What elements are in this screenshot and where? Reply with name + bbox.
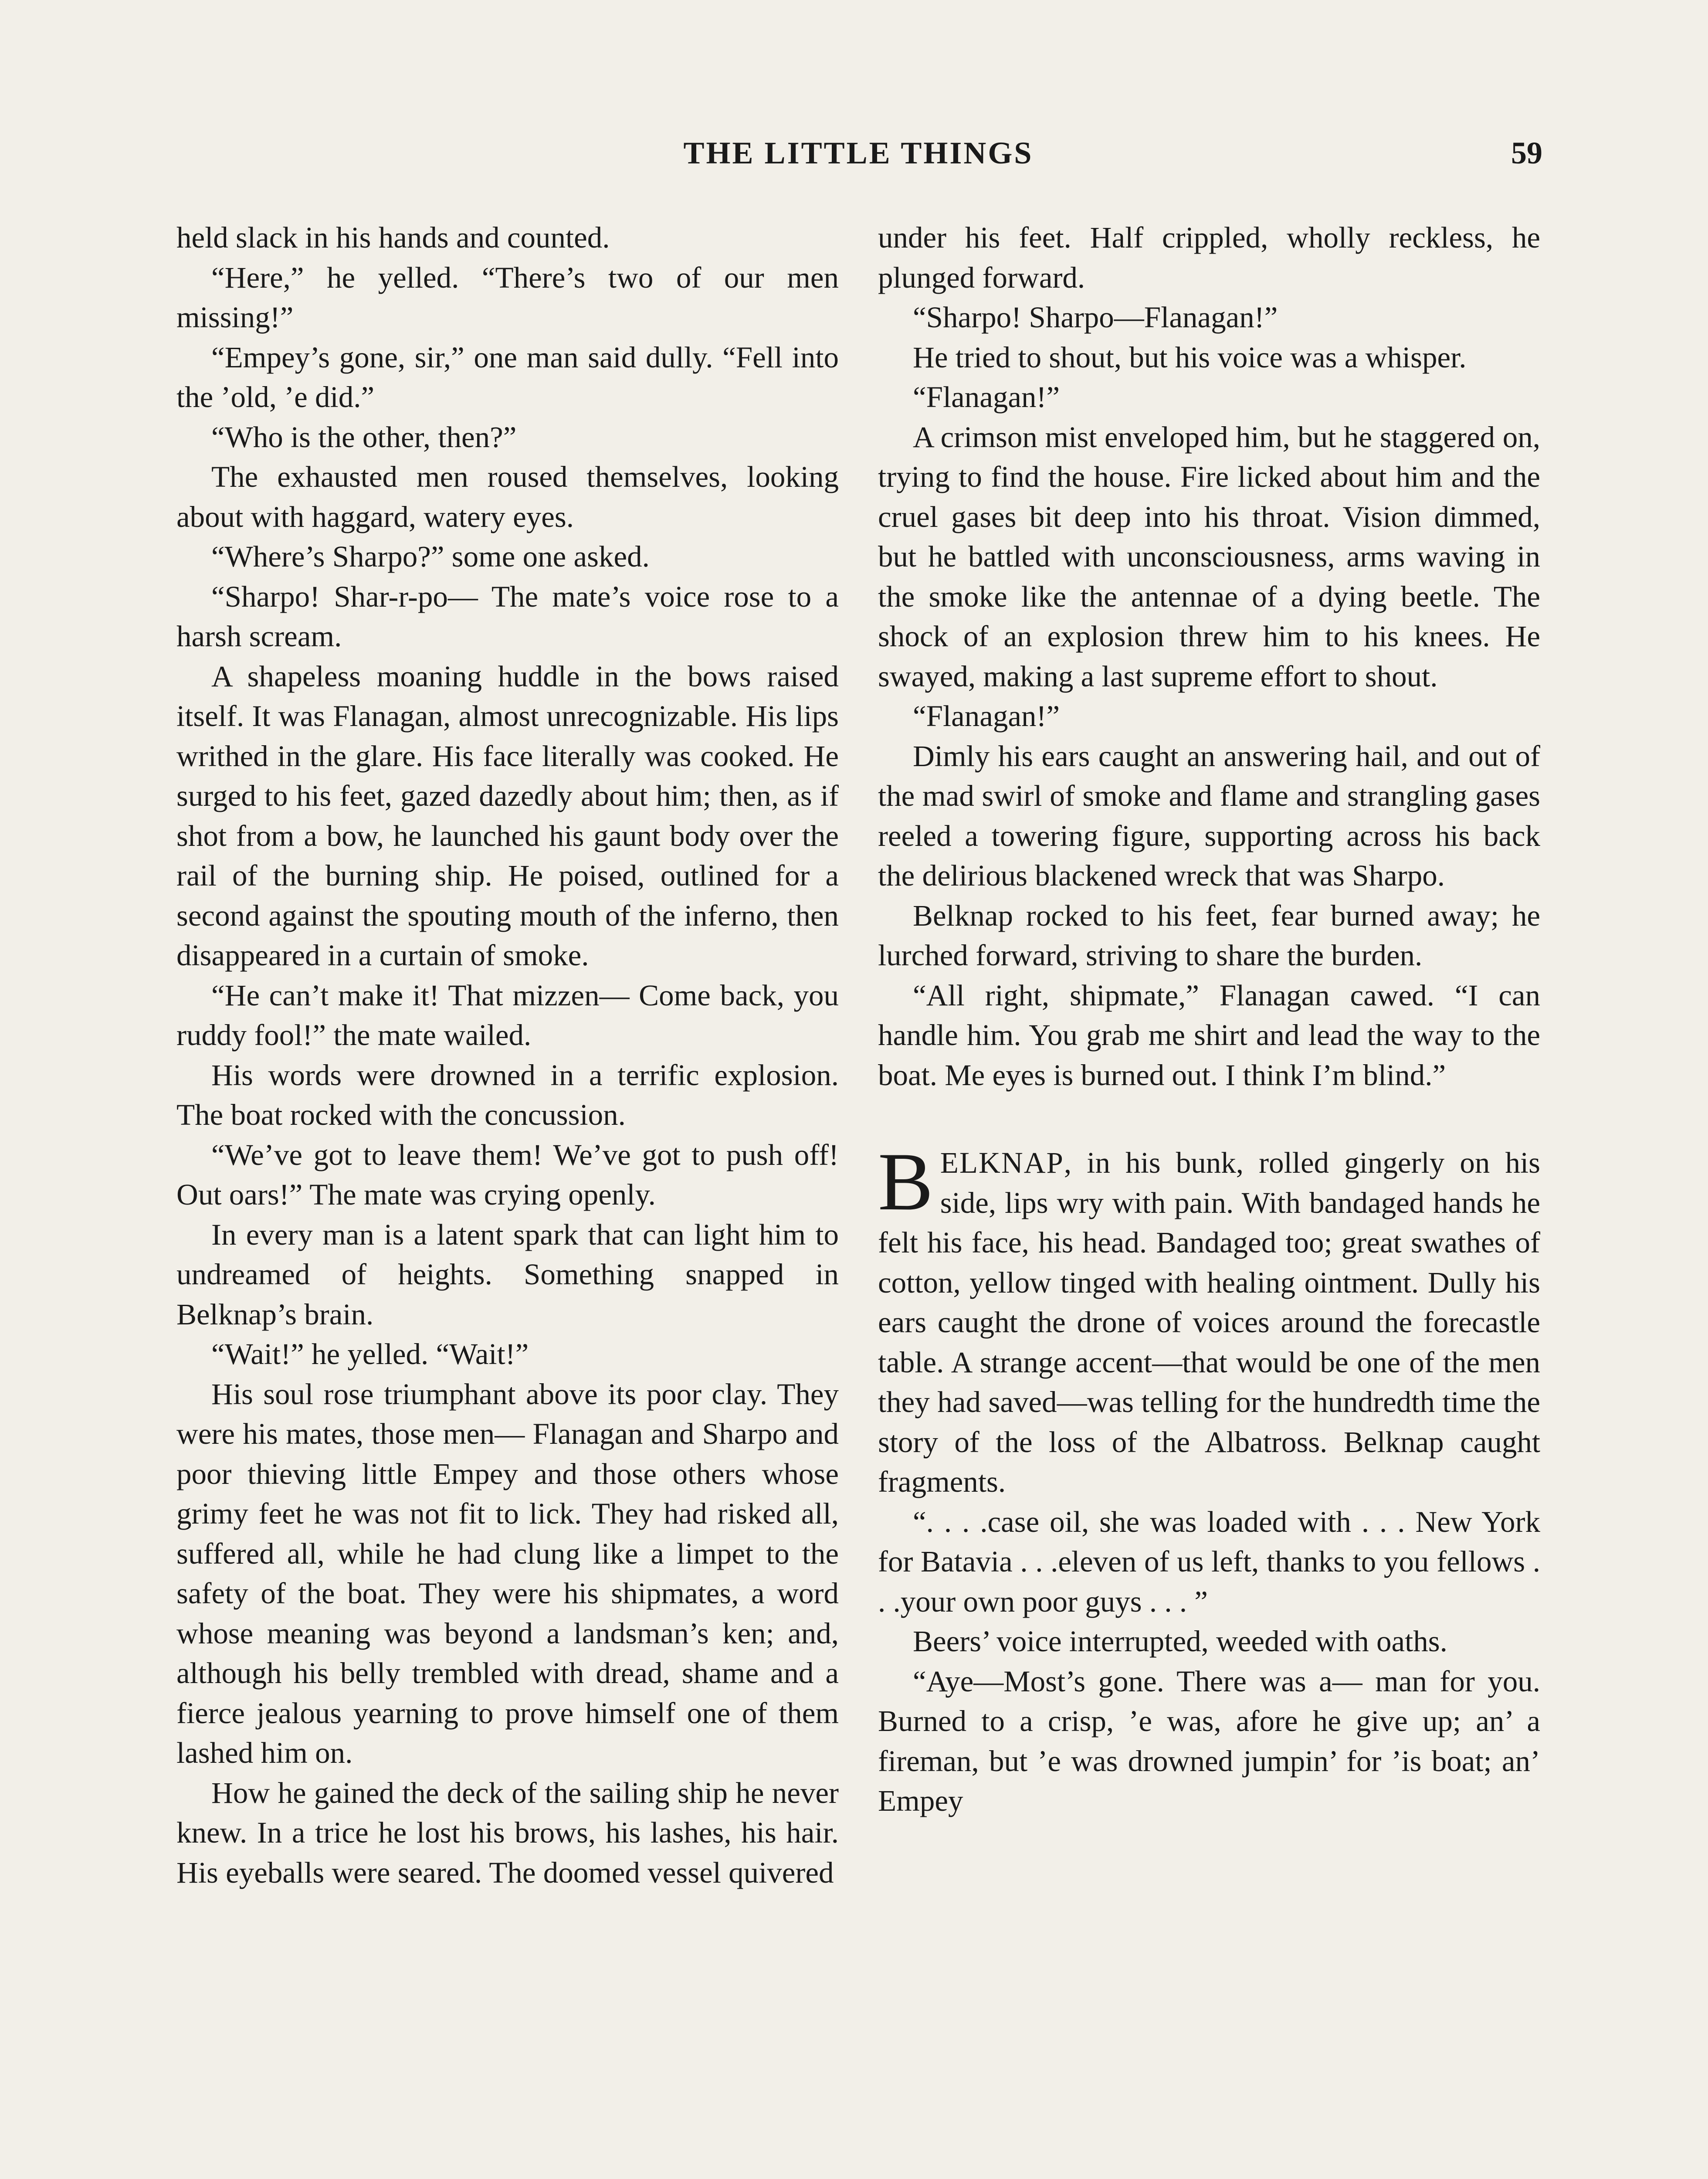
running-title: THE LITTLE THINGS (683, 136, 1034, 170)
paragraph: The exhausted men roused themselves, looking about with haggard, watery eyes. (176, 460, 839, 533)
paragraph: Dimly his ears caught an answering hail, and out of the mad swirl of smoke and flame and strangling gases reeled a towering figure, supporting across his back the delirious blackened wreck that was Sharpo. (878, 739, 1540, 892)
paragraph: His soul rose triumphant above its poor clay. They were his mates, those men— Flanagan and Sharpo and poor thieving little Empey and those others whose grimy feet he was not fit to lick. They had risked all, suffered all, while he had clung like a limpet to the safety of the boat. They were his shipmates, a word whose meaning was beyond a landsman’s ken; and, although his belly trembled with dread, shame and a fierce jealous yearning to prove himself one of them lashed him on. (176, 1377, 839, 1769)
drop-cap: B (878, 1136, 933, 1228)
lead-smallcaps: ELKNAP (940, 1146, 1064, 1179)
paragraph: “Who is the other, then?” (211, 420, 517, 454)
paragraph: “We’ve got to leave them! We’ve got to push off! Out oars!” The mate was crying openly. (176, 1138, 839, 1211)
page-header (174, 131, 1542, 179)
paragraph: “Flanagan!” (913, 699, 1060, 733)
paragraph: “Sharpo! Shar-r-po— The mate’s voice rose to a harsh scream. (176, 580, 839, 653)
paragraph: held slack in his hands and counted. (176, 221, 610, 254)
paragraph: In every man is a latent spark that can light him to undreamed of heights. Something snapped in Belknap’s brain. (176, 1218, 839, 1331)
paragraph: “Empey’s gone, sir,” one man said dully. “Fell into the ’old, ’e did.” (176, 340, 839, 414)
paragraph-text: , in his bunk, rolled gingerly on his side, lips wry with pain. With bandaged hands he felt his face, his head. Bandaged too; great swathes of cotton, yellow tinged with healing ointment. Dully his ears caught the drone of voices around the forecastle table. A strange accent—that would be one of the men they had saved—was telling for the hundredth time the story of the loss of the Albatross. Belknap caught fragments. (878, 1146, 1540, 1498)
section-break (878, 1095, 1540, 1143)
section-opening-paragraph (878, 1136, 1540, 1502)
paragraph: “. . . .case oil, she was loaded with . . . New York for Batavia . . .eleven of us left, thanks to you fellows . . .your own poor guys . . . ” (878, 1505, 1540, 1618)
paragraph: How he gained the deck of the sailing ship he never knew. In a trice he lost his brows, his lashes, his hair. His eyeballs were seared. The doomed vessel quivered (176, 1776, 839, 1889)
right-column (878, 218, 1540, 1821)
left-column (176, 218, 839, 1893)
paragraph: “Where’s Sharpo?” some one asked. (211, 540, 650, 573)
paragraph: “Here,” he yelled. “There’s two of our men missing!” (176, 261, 839, 334)
paragraph: “Sharpo! Sharpo—Flanagan!” (913, 301, 1278, 334)
paragraph: “Aye—Most’s gone. There was a— man for you. Burned to a crisp, ’e was, afore he give up; an’ a fireman, but ’e was drowned jumpin’ for ’is boat; an’ Empey (878, 1664, 1540, 1817)
paragraph: He tried to shout, but his voice was a whisper. (913, 340, 1467, 374)
paragraph: A shapeless moaning huddle in the bows raised itself. It was Flanagan, almost unrecognizable. His lips writhed in the glare. His face literally was cooked. He surged to his feet, gazed dazedly about him; then, as if shot from a bow, he launched his gaunt body over the rail of the burning ship. He poised, outlined for a second against the spouting mouth of the inferno, then disappeared in a curtain of smoke. (176, 659, 839, 972)
paragraph: under his feet. Half crippled, wholly reckless, he plunged forward. (878, 221, 1540, 294)
page-number: 59 (1511, 136, 1542, 170)
paragraph: “All right, shipmate,” Flanagan cawed. “I can handle him. You grab me shirt and lead the way to the boat. Me eyes is burned out. I think I’m blind.” (878, 978, 1540, 1092)
paragraph: His words were drowned in a terrific explosion. The boat rocked with the concussion. (176, 1058, 839, 1131)
paragraph: Belknap rocked to his feet, fear burned away; he lurched forward, striving to share the burden. (878, 899, 1540, 972)
paragraph: A crimson mist enveloped him, but he staggered on, trying to find the house. Fire licked about him and the cruel gases bit deep into his throat. Vision dimmed, but he battled with unconsciousness, arms waving in the smoke like the antennae of a dying beetle. The shock of an explosion threw him to his knees. He swayed, making a last supreme effort to shout. (878, 420, 1540, 693)
paragraph: “Flanagan!” (913, 380, 1060, 414)
paragraph: “Wait!” he yelled. “Wait!” (211, 1337, 529, 1371)
paragraph: “He can’t make it! That mizzen— Come back, you ruddy fool!” the mate wailed. (176, 978, 839, 1052)
paragraph: Beers’ voice interrupted, weeded with oaths. (913, 1625, 1447, 1658)
